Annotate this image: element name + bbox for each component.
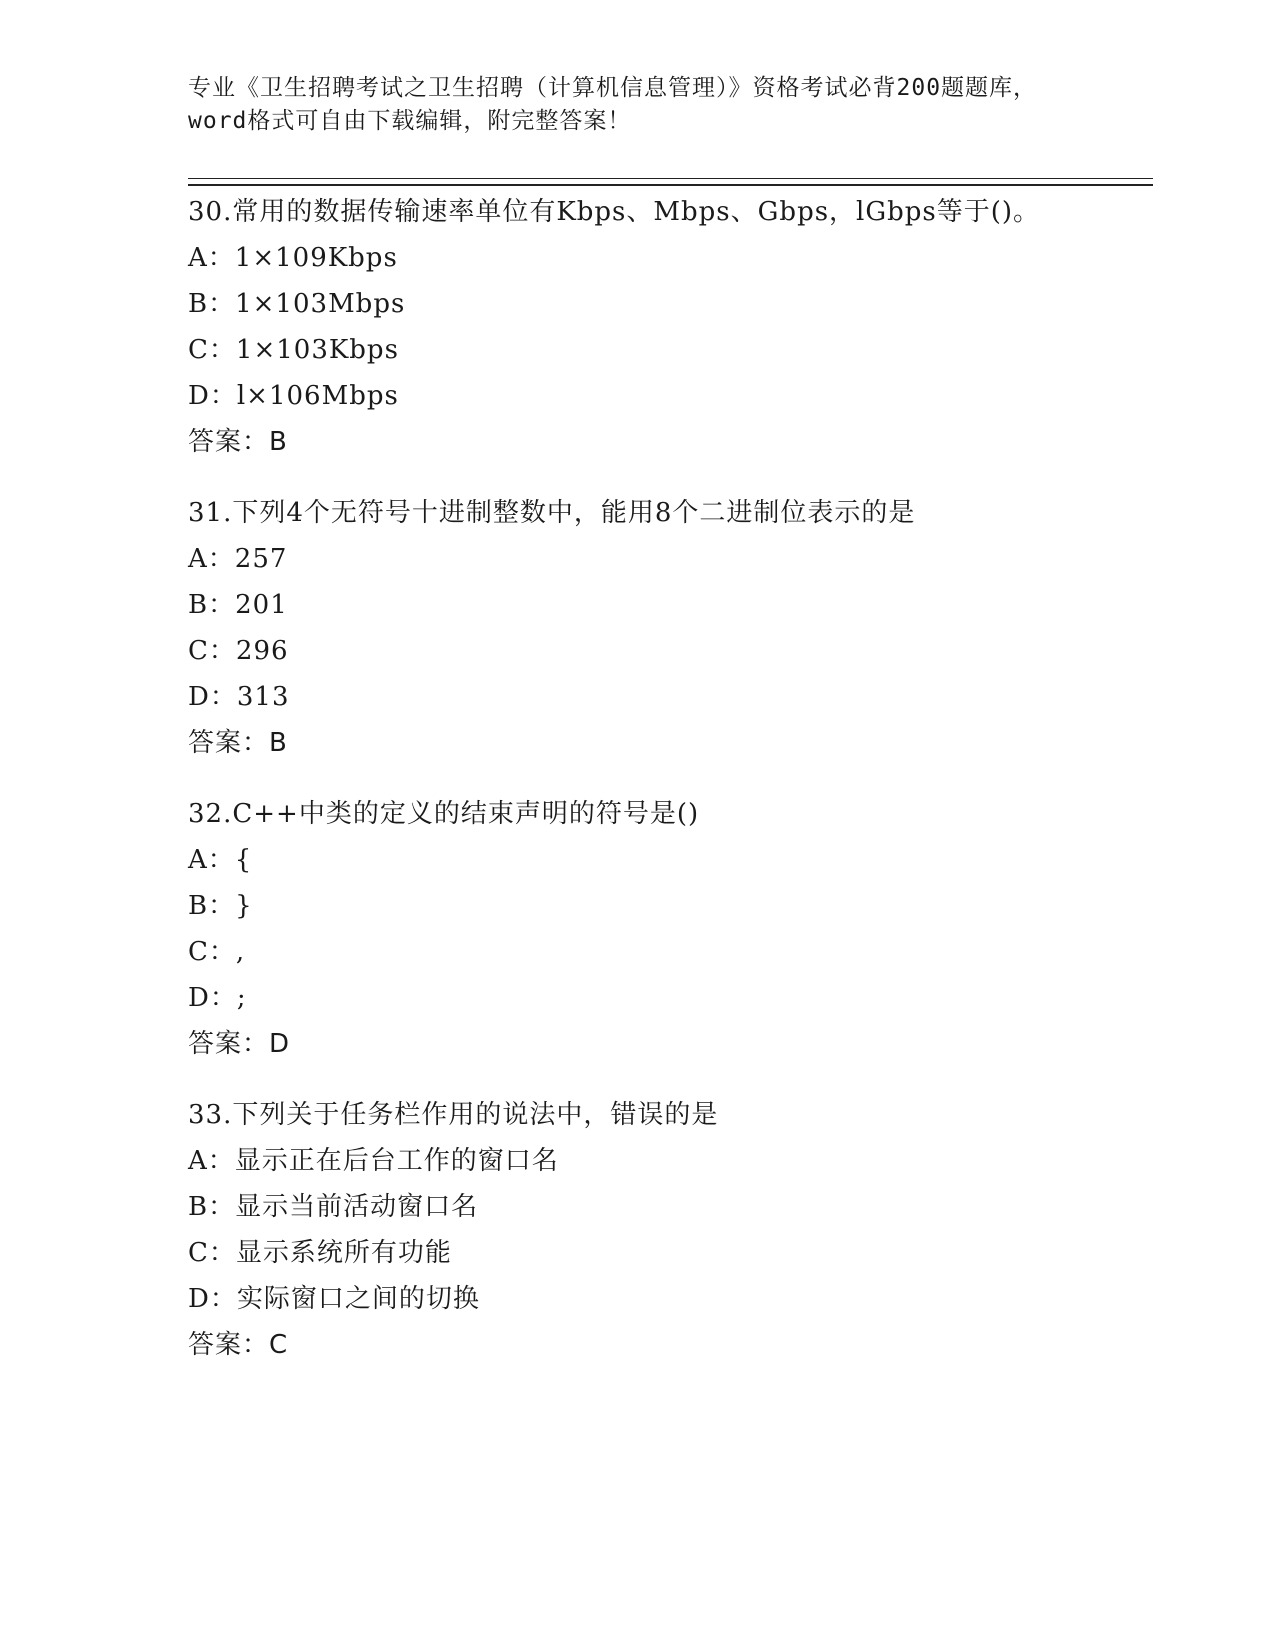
option-key: D： — [188, 1284, 237, 1314]
option-text: 313 — [236, 682, 290, 712]
option-text: 显示当前活动窗口名 — [235, 1192, 479, 1222]
answer-line: 答案：C — [188, 1330, 289, 1360]
option-d — [188, 373, 1153, 419]
option-key: B： — [188, 590, 236, 620]
option-c — [188, 1230, 1153, 1276]
option-c — [188, 929, 1153, 975]
option-text: { — [234, 845, 253, 875]
option-text: , — [235, 937, 246, 967]
option-d — [188, 674, 1153, 720]
option-text: ; — [236, 983, 247, 1013]
option-a — [188, 235, 1153, 281]
question-stem: 32.C++中类的定义的结束声明的符号是() — [188, 799, 700, 829]
option-key: B： — [188, 1192, 236, 1222]
document-header — [188, 72, 1088, 138]
option-text: 1×103Mbps — [235, 289, 406, 319]
question-33 — [188, 1092, 1153, 1368]
option-text: } — [235, 891, 253, 921]
question-32 — [188, 791, 1153, 1067]
header-line-2: word格式可自由下载编辑，附完整答案！ — [188, 108, 632, 134]
header-line-1: 专业《卫生招聘考试之卫生招聘（计算机信息管理）》资格考试必背200题题库， — [188, 75, 1038, 101]
option-key: C： — [188, 937, 236, 967]
option-a — [188, 837, 1153, 883]
option-key: B： — [188, 289, 236, 319]
option-text: 显示系统所有功能 — [235, 1238, 452, 1268]
question-stem: 31.下列4个无符号十进制整数中，能用8个二进制位表示的是 — [188, 498, 916, 528]
question-stem: 30.常用的数据传输速率单位有Kbps、Mbps、Gbps，lGbps等于()。 — [188, 197, 1041, 227]
option-c — [188, 628, 1153, 674]
answer-line: 答案：B — [188, 728, 288, 758]
option-text: 1×109Kbps — [234, 243, 398, 273]
question-stem: 33.下列关于任务栏作用的说法中，错误的是 — [188, 1100, 719, 1130]
option-a — [188, 1138, 1153, 1184]
question-31 — [188, 490, 1153, 766]
option-d — [188, 975, 1153, 1021]
option-key: C： — [188, 335, 236, 365]
option-d — [188, 1276, 1153, 1322]
option-a — [188, 536, 1153, 582]
option-text: 257 — [234, 544, 288, 574]
option-key: B： — [188, 891, 236, 921]
option-b — [188, 582, 1153, 628]
option-key: C： — [188, 636, 236, 666]
question-list — [188, 189, 1153, 1393]
option-key: C： — [188, 1238, 236, 1268]
option-text: l×106Mbps — [236, 381, 399, 411]
option-b — [188, 281, 1153, 327]
option-text: 1×103Kbps — [235, 335, 399, 365]
option-b — [188, 1184, 1153, 1230]
option-key: A： — [188, 845, 235, 875]
option-key: D： — [188, 381, 237, 411]
option-text: 201 — [235, 590, 288, 620]
option-c — [188, 327, 1153, 373]
answer-line: 答案：B — [188, 427, 288, 457]
option-key: D： — [188, 682, 237, 712]
option-key: A： — [188, 544, 235, 574]
question-30 — [188, 189, 1153, 465]
option-key: A： — [188, 1146, 235, 1176]
answer-line: 答案：D — [188, 1029, 291, 1059]
option-key: D： — [188, 983, 237, 1013]
header-divider — [188, 178, 1153, 186]
option-text: 显示正在后台工作的窗口名 — [234, 1146, 559, 1176]
option-text: 296 — [235, 636, 289, 666]
option-key: A： — [188, 243, 235, 273]
option-text: 实际窗口之间的切换 — [236, 1284, 480, 1314]
option-b — [188, 883, 1153, 929]
